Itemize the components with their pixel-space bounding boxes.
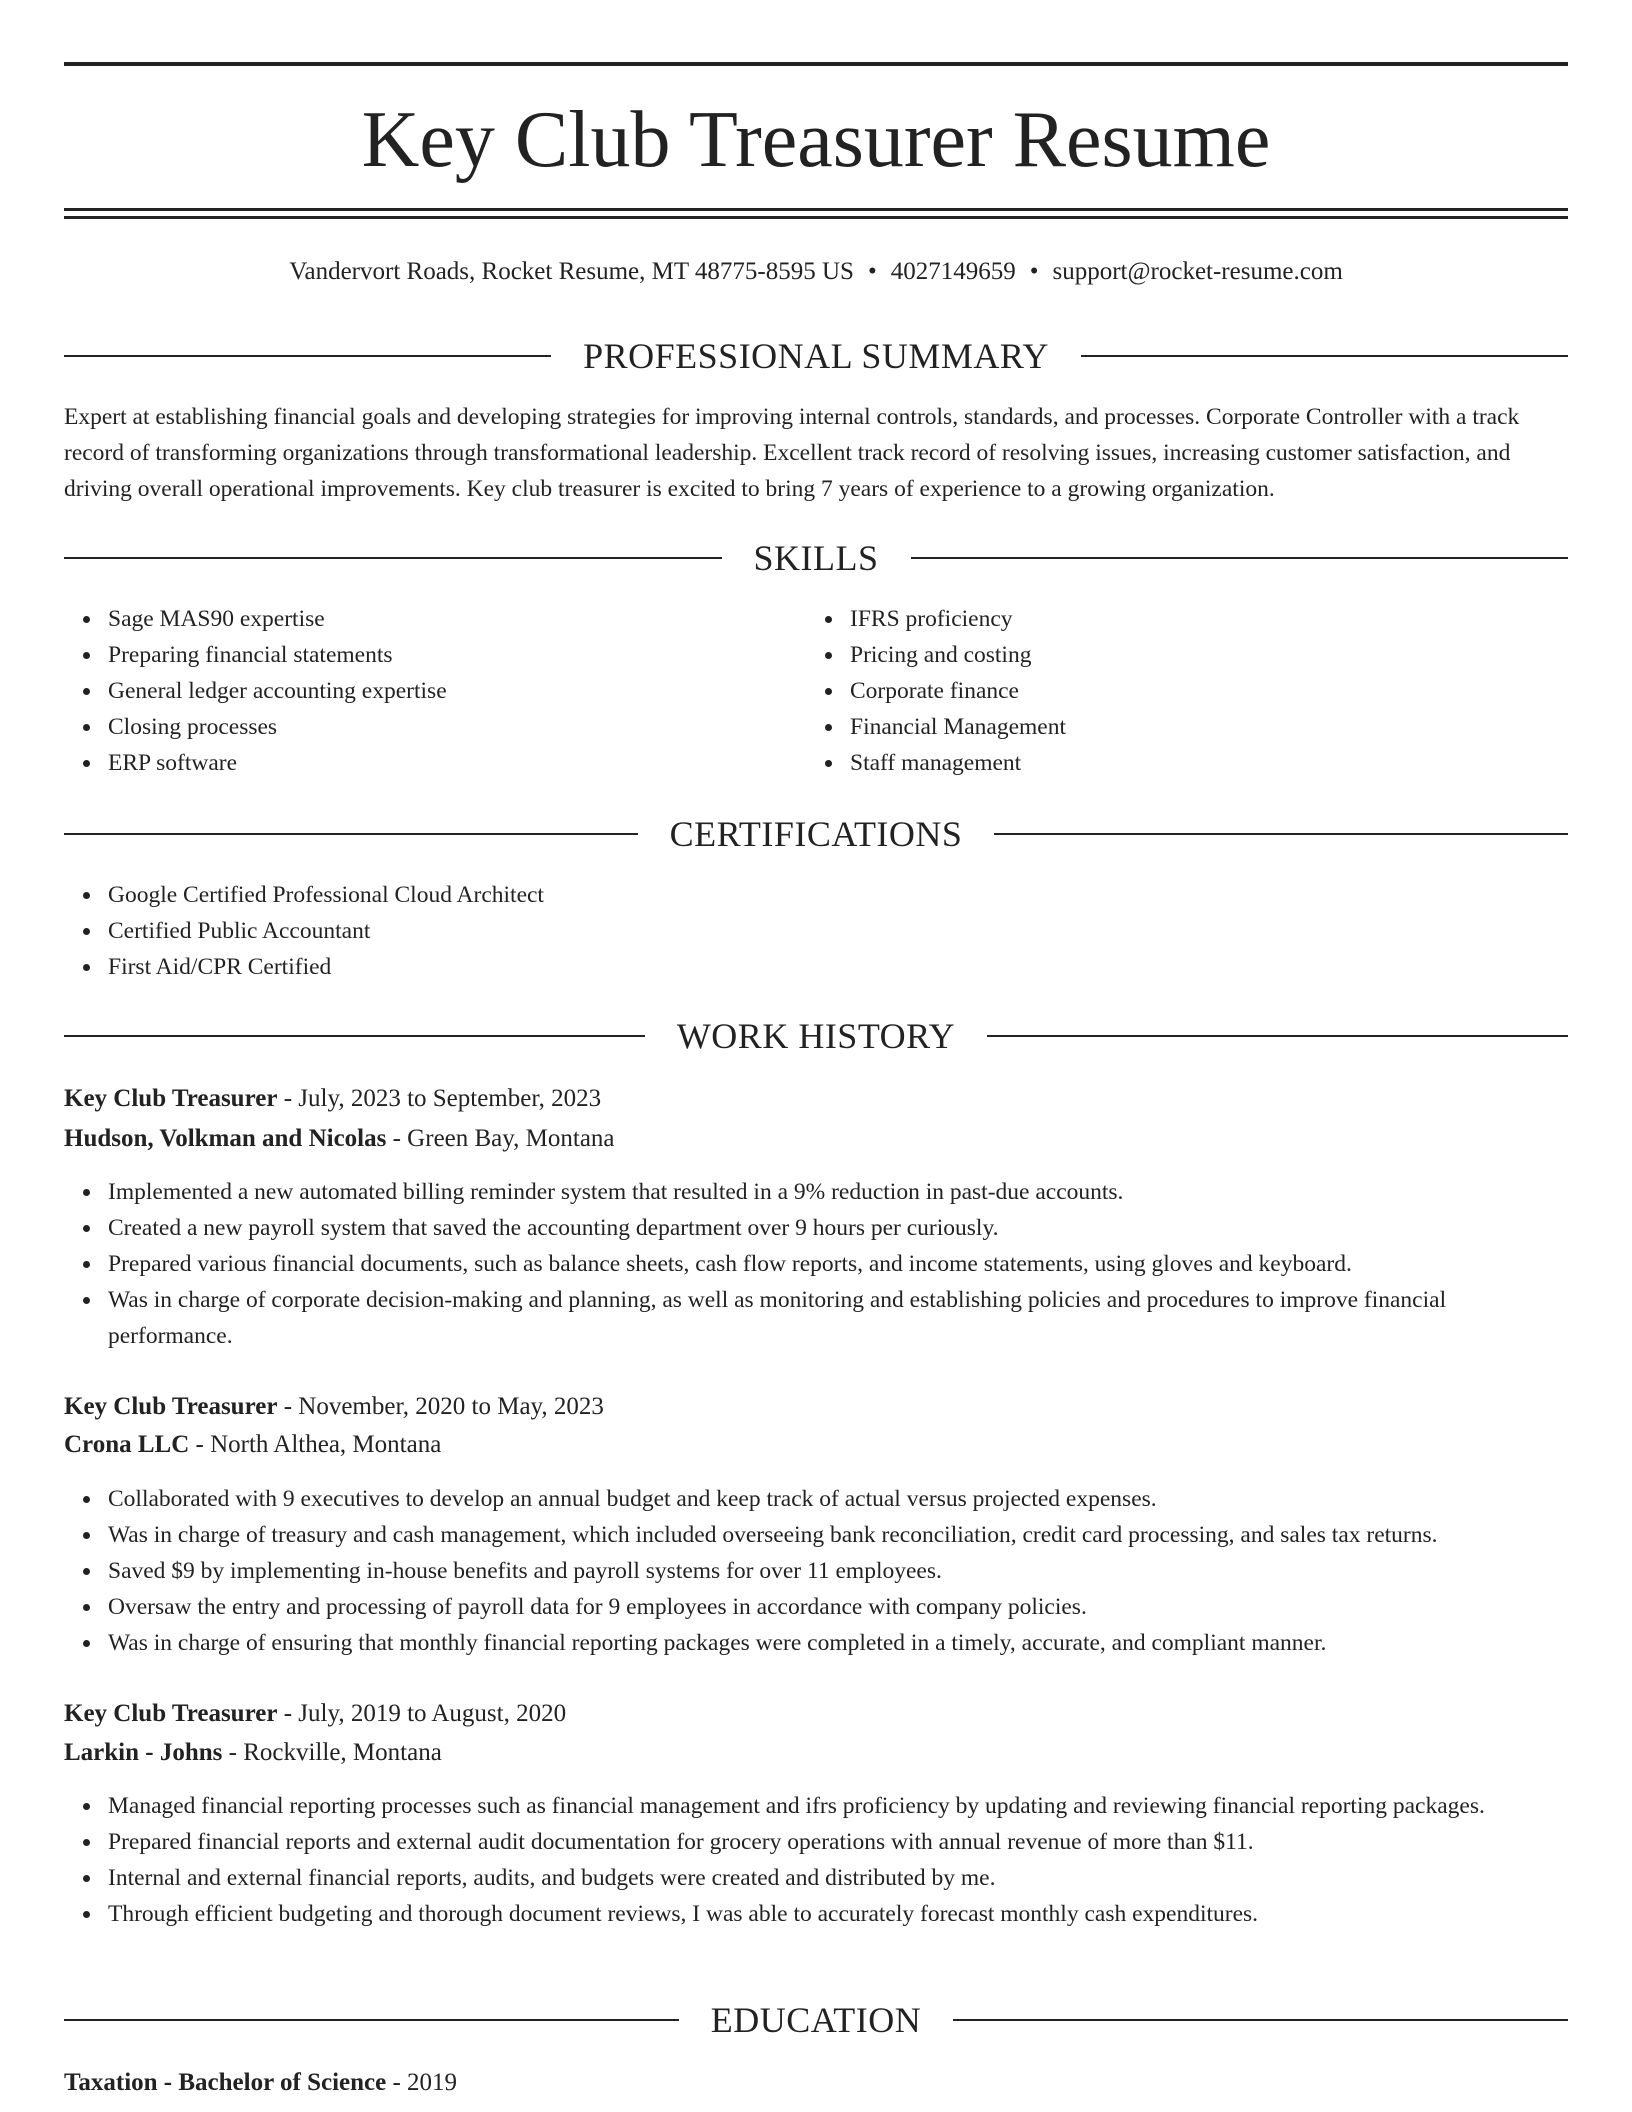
- job-bullet: Through efficient budgeting and thorough document reviews, I was able to accurately forecast monthly cash expenditures.: [108, 1896, 1568, 1932]
- job-bullet: Managed financial reporting processes such as financial management and ifrs proficiency by updating and reviewing financial reporting packages.: [108, 1788, 1568, 1824]
- section-title: EDUCATION: [710, 2000, 922, 2040]
- section-heading-summary: [64, 334, 1568, 378]
- divider: [64, 1035, 645, 1037]
- job-title-line: [64, 1694, 1568, 1734]
- job-title-line: [64, 1387, 1568, 1427]
- skill-item: ERP software: [108, 745, 808, 781]
- job-bullets: [64, 1481, 1568, 1661]
- job-title: Key Club Treasurer: [64, 1700, 278, 1727]
- job-bullet: Prepared financial reports and external audit documentation for grocery operations with annual revenue of more than $11.: [108, 1824, 1568, 1860]
- job-location: - Rockville, Montana: [222, 1739, 442, 1766]
- certifications-list: [64, 877, 1568, 985]
- contact-phone: 4027149659: [890, 258, 1016, 285]
- contact-separator: •: [867, 258, 877, 285]
- education-degree: Taxation - Bachelor of Science: [64, 2069, 387, 2096]
- divider: [911, 557, 1569, 559]
- divider: [994, 833, 1568, 835]
- section-heading-education: [64, 1998, 1568, 2042]
- summary-text: Expert at establishing financial goals and developing strategies for improving internal controls, standards, and processes. Corporate Controller with a track record of transforming organizations through transformational leadership. Excellent track record of resolving issues, increasing customer satisfaction, and driving overall operational improvements. Key club treasurer is excited to bring 7 years of experience to a growing organization.: [64, 404, 1520, 502]
- section-title: SKILLS: [753, 538, 879, 578]
- job-company: Crona LLC: [64, 1431, 190, 1458]
- job-location: - North Althea, Montana: [189, 1431, 442, 1458]
- skill-item: Pricing and costing: [850, 637, 1550, 673]
- title-rule-upper: [64, 208, 1568, 211]
- job-dates: - July, 2023 to September, 2023: [277, 1085, 602, 1112]
- job-company: Hudson, Volkman and Nicolas: [64, 1125, 387, 1152]
- job-bullets: [64, 1174, 1568, 1354]
- divider: [64, 833, 638, 835]
- certification-item: Certified Public Accountant: [108, 913, 1568, 949]
- job-bullet: Internal and external financial reports, audits, and budgets were created and distributed by me.: [108, 1860, 1568, 1896]
- job-bullet: Created a new payroll system that saved the accounting department over 9 hours per curiously.: [108, 1210, 1568, 1246]
- job-bullet: Oversaw the entry and processing of payroll data for 9 employees in accordance with company policies.: [108, 1589, 1568, 1625]
- job-bullet: Collaborated with 9 executives to develop an annual budget and keep track of actual versus projected expenses.: [108, 1481, 1568, 1517]
- job-company-line: [64, 1733, 1568, 1773]
- job-bullets: [64, 1788, 1568, 1932]
- job-title: Key Club Treasurer: [64, 1393, 278, 1420]
- job-dates: - November, 2020 to May, 2023: [277, 1393, 604, 1420]
- certification-item: Google Certified Professional Cloud Architect: [108, 877, 1568, 913]
- contact-email: support@rocket-resume.com: [1052, 258, 1343, 285]
- divider: [953, 2019, 1568, 2021]
- job-company-line: [64, 1425, 1568, 1465]
- skills-list-right: [806, 601, 1550, 781]
- job-title-line: [64, 1079, 1568, 1119]
- divider: [987, 1035, 1568, 1037]
- education-year: - 2019: [386, 2069, 458, 2096]
- section-heading-certifications: [64, 812, 1568, 856]
- skill-item: Corporate finance: [850, 673, 1550, 709]
- contact-separator: •: [1029, 258, 1039, 285]
- section-heading-skills: [64, 536, 1568, 580]
- job-bullet: Prepared various financial documents, such as balance sheets, cash flow reports, and income statements, using gloves and keyboard.: [108, 1246, 1568, 1282]
- skill-item: Closing processes: [108, 709, 808, 745]
- job-dates: - July, 2019 to August, 2020: [277, 1700, 567, 1727]
- skill-item: Financial Management: [850, 709, 1550, 745]
- section-title: CERTIFICATIONS: [669, 814, 963, 854]
- divider: [64, 2019, 679, 2021]
- section-heading-work-history: [64, 1014, 1568, 1058]
- skill-item: Staff management: [850, 745, 1550, 781]
- divider: [1081, 355, 1568, 357]
- job-bullet: Was in charge of ensuring that monthly financial reporting packages were completed in a timely, accurate, and compliant manner.: [108, 1625, 1568, 1661]
- job-bullet: Implemented a new automated billing reminder system that resulted in a 9% reduction in past-due accounts.: [108, 1174, 1568, 1210]
- divider: [64, 557, 722, 559]
- job-bullet: Saved $9 by implementing in-house benefits and payroll systems for over 11 employees.: [108, 1553, 1568, 1589]
- job-company-line: [64, 1119, 1568, 1159]
- skill-item: Preparing financial statements: [108, 637, 808, 673]
- certification-item: First Aid/CPR Certified: [108, 949, 1568, 985]
- job-title: Key Club Treasurer: [64, 1085, 278, 1112]
- divider: [64, 355, 551, 357]
- section-title: WORK HISTORY: [676, 1016, 956, 1056]
- skill-item: General ledger accounting expertise: [108, 673, 808, 709]
- top-rule: [64, 62, 1568, 66]
- skill-item: Sage MAS90 expertise: [108, 601, 808, 637]
- job-location: - Green Bay, Montana: [386, 1125, 615, 1152]
- section-title: PROFESSIONAL SUMMARY: [583, 336, 1049, 376]
- title-rule-lower: [64, 216, 1568, 219]
- job-bullet: Was in charge of corporate decision-making and planning, as well as monitoring and establishing policies and procedures to improve financial performance.: [108, 1282, 1568, 1354]
- contact-line: [64, 254, 1568, 290]
- job-company: Larkin - Johns: [64, 1739, 223, 1766]
- job-bullet: Was in charge of treasury and cash management, which included overseeing bank reconciliation, credit card processing, and sales tax returns.: [108, 1517, 1568, 1553]
- page-title: Key Club Treasurer Resume: [361, 96, 1271, 184]
- skills-list-left: [64, 601, 808, 781]
- education-line: [64, 2063, 1568, 2103]
- skill-item: IFRS proficiency: [850, 601, 1550, 637]
- contact-address: Vandervort Roads, Rocket Resume, MT 48775-8595 US: [289, 258, 854, 285]
